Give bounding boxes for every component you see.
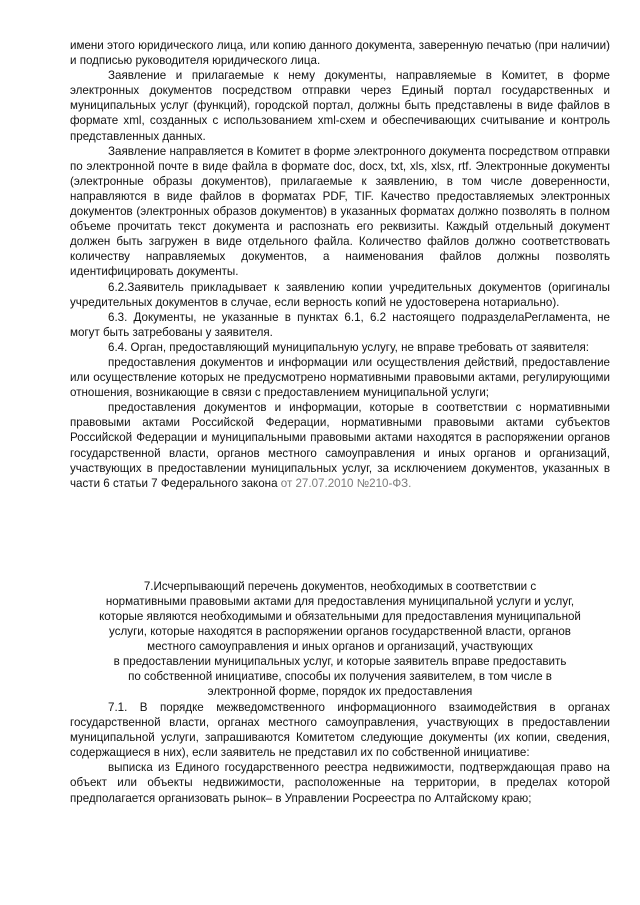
heading-line-6: в предоставлении муниципальных услуг, и которые заявитель вправе предоставить <box>113 655 567 668</box>
list-item-2-text: предоставления документов и информации, которые в соответствии с нормативными правовыми актами Российской Федерации, нормативными правовыми актами субъектов Российской Федерации и муниципальными правовыми актами находятся в распоряжении органов государственной власти, органов местного самоуправления и иных органов и организаций, участвующих в предоставлении муниципальных услуг, за исключением документов, указанных в части 6 статьи 7 Федерального закона <box>70 401 610 490</box>
paragraph-7-1: 7.1. В порядке межведомственного информационного взаимодействия в органах государственной власти, органах местного самоуправления, участвующих в предоставлении муниципальной услуги, запрашиваются Комитетом следующие документы (их копии, сведения, содержащиеся в них), если заявитель не представил их по собственной инициативе: <box>70 701 610 760</box>
heading-line-2: нормативными правовыми актами для предоставления муниципальной услуги и услуг, <box>105 595 575 608</box>
paragraph-electronic-portal: Заявление и прилагаемые к нему документы, направляемые в Комитет, в форме электронных документов посредством отправки через Единый портал государственных и муниципальных услуг (функций), городской портал, должны быть представлены в виде файлов в формате xml, созданных с использованием xml-схем и обеспечивающих считывание и контроль представленных данных. <box>70 69 610 143</box>
heading-line-8: электронной форме, порядок их предоставления <box>207 685 473 698</box>
paragraph-6-2: 6.2.Заявитель прикладывает к заявлению копии учредительных документов (оригиналы учредительных документов в случае, если верность копий не удостоверена нотариально). <box>70 280 610 309</box>
text-block-section-7 <box>70 700 610 806</box>
paragraph-list-item-1: предоставления документов и информации или осуществления действий, предоставление или осуществление которых не предусмотрено нормативными правовыми актами, регулирующими отношения, возникающие в связи с предоставлением муниципальной услуги; <box>70 355 610 400</box>
heading-line-4: услуги, которые находятся в распоряжении органов государственной власти, органов <box>109 625 571 638</box>
heading-line-7: по собственной инициативе, способы их получения заявителем, в том числе в <box>128 670 552 683</box>
federal-law-reference: от 27.07.2010 №210-ФЗ. <box>280 476 412 490</box>
paragraph-list-item-2 <box>70 400 610 491</box>
text-block-section-6 <box>70 38 610 491</box>
paragraph-continuation: имени этого юридического лица, или копию данного документа, заверенную печатью (при наличии) и подписью руководителя юридического лица. <box>70 39 610 68</box>
paragraph-6-3: 6.3. Документы, не указанные в пунктах 6.1, 6.2 настоящего подразделаРегламента, не могут быть затребованы у заявителя. <box>70 310 610 339</box>
heading-line-1: 7.Исчерпывающий перечень документов, необходимых в соответствии с <box>143 580 537 593</box>
paragraph-egrn-extract: выписка из Единого государственного реестра недвижимости, подтверждающая право на объект или объекты недвижимости, расположенные на территории, в пределах которой предполагается организовать рынок– в Управлении Росреестра по Алтайскому краю; <box>70 761 610 805</box>
heading-line-3: которые являются необходимыми и обязательными для предоставления муниципальной <box>99 610 581 623</box>
paragraph-email-submission: Заявление направляется в Комитет в форме электронного документа посредством отправки по электронной почте в виде файла в формате doc, docx, txt, xls, xlsx, rtf. Электронные документы (электронные образы документов), прилагаемые к заявлению, в том числе доверенности, направляются в виде файлов в форматах PDF, TIF. Качество предоставляемых электронных документов (электронных образов документов) в указанных форматах должно позволять в полном объеме прочитать текст документа и распознать его реквизиты. Каждый отдельный документ должен быть загружен в виде отдельного файла. Количество файлов должно соответствовать количеству направляемых документов, а наименования файлов должны позволять идентифицировать документы. <box>70 144 610 279</box>
heading-line-5: местного самоуправления и иных органов и организаций, участвующих <box>147 640 533 653</box>
paragraph-6-4: 6.4. Орган, предоставляющий муниципальную услугу, не вправе требовать от заявителя: <box>108 340 590 354</box>
